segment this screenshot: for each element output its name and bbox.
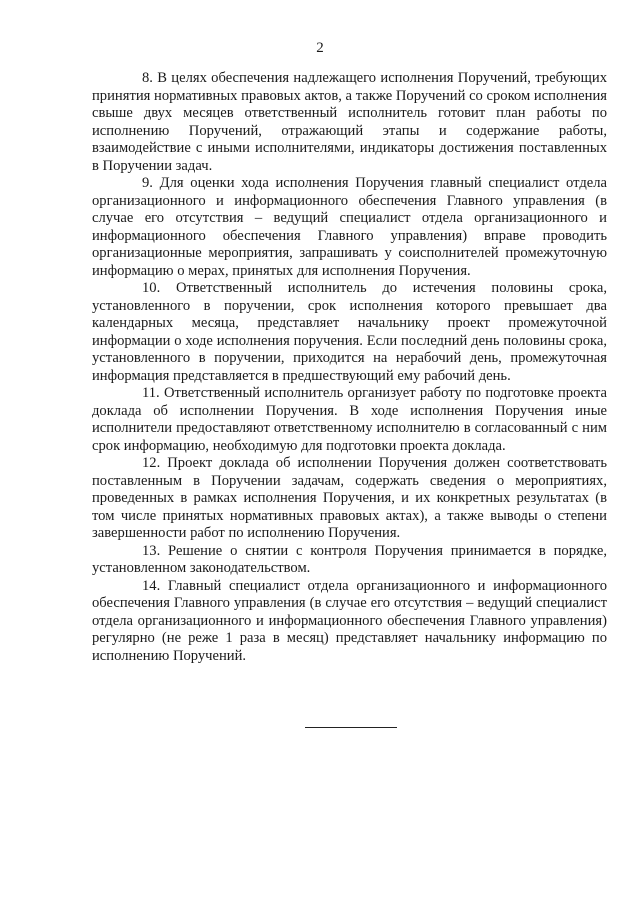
- paragraph-11: 11. Ответственный исполнитель организует работу по подготовке проекта доклада об исполнении Поручения. В ходе исполнения Поручения иные исполнители предоставляют ответственному исполнителю в согласованный с ним срок информацию, необходимую для подготовки проекта доклада.: [92, 385, 607, 454]
- paragraph-14: 14. Главный специалист отдела организационного и информационного обеспечения Главного управления (в случае его отсутствия – ведущий специалист отдела организационного и информационного обеспечения Главного управления) регулярно (не реже 1 раза в месяц) представляет начальнику информацию по исполнению Поручений.: [92, 577, 607, 664]
- paragraph-10: 10. Ответственный исполнитель до истечения половины срока, установленного в поручении, срок исполнения которого превышает два календарных месяца, представляет начальнику проект промежуточной информации о ходе исполнения поручения. Если последний день половины срока, установленного в поручении, приходится на нерабочий день, промежуточная информация представляется в предшествующий ему рабочий день.: [92, 280, 607, 384]
- paragraph-12: 12. Проект доклада об исполнении Поручения должен соответствовать поставленным в Поручении задачам, содержать сведения о мероприятиях, проведенных в рамках исполнения Поручения, и их конкретных результатах (в том числе принятых нормативных правовых актах), а также выводы о степени завершенности работ по исполнению Поручения.: [92, 455, 607, 541]
- document-body: [92, 70, 607, 665]
- page-number: 2: [316, 40, 324, 56]
- paragraph-8: 8. В целях обеспечения надлежащего исполнения Поручений, требующих принятия нормативных правовых актов, а также Поручений со сроком исполнения свыше двух месяцев ответственный исполнитель готовит план работы по исполнению Поручений, отражающий этапы и содержание работы, взаимодействие с иными исполнителями, индикаторы достижения поставленных в Поручении задач.: [92, 70, 607, 174]
- end-separator-line: [305, 727, 397, 728]
- paragraph-9: 9. Для оценки хода исполнения Поручения главный специалист отдела организационного и информационного обеспечения Главного управления (в случае его отсутствия – ведущий специалист отдела организационного и информационного обеспечения Главного управления) вправе проводить организационные мероприятия, запрашивать у соисполнителей промежуточную информацию о мерах, принятых для исполнения Поручения.: [92, 175, 607, 279]
- paragraph-13: 13. Решение о снятии с контроля Поручения принимается в порядке, установленном законодательством.: [92, 542, 607, 576]
